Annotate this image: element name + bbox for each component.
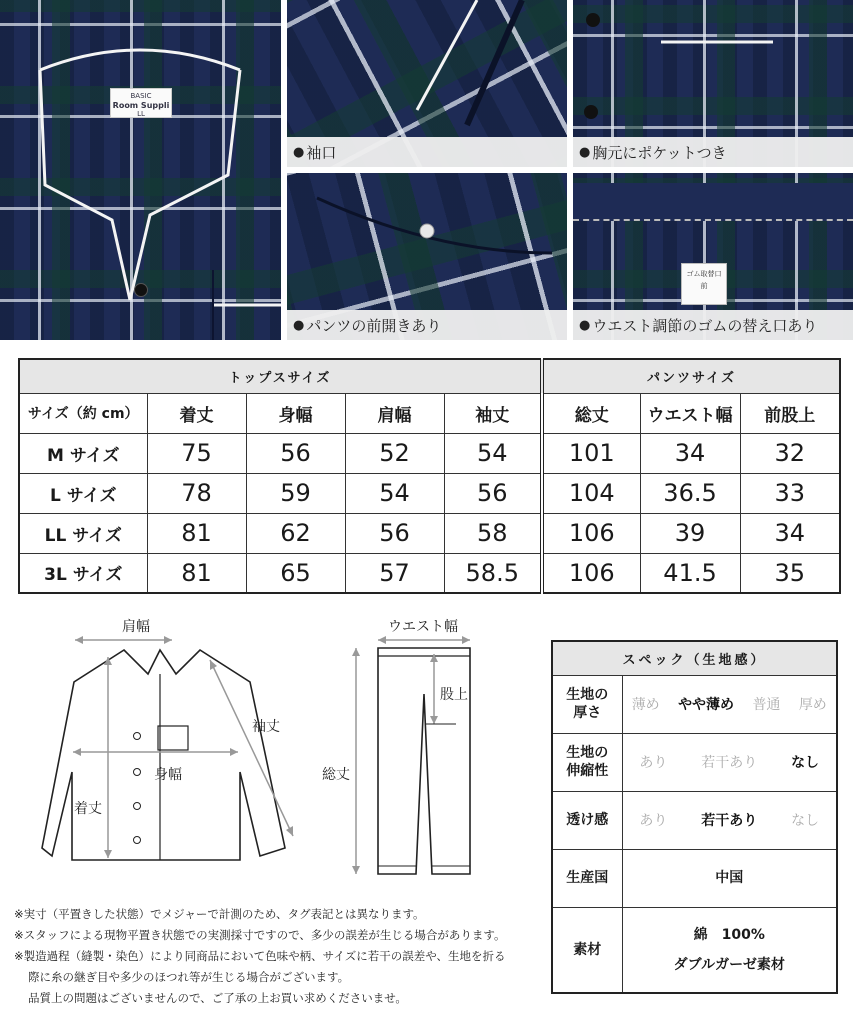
size-row-label: M サイズ — [19, 433, 147, 473]
size-cell: 59 — [246, 473, 345, 513]
spec-options-sheerness — [623, 810, 837, 830]
spec-option: あり — [639, 813, 668, 829]
pocket-photo — [573, 0, 853, 167]
waist-tag-line-1: ゴム取替口 — [686, 270, 722, 278]
spec-origin-value: 中国 — [622, 849, 837, 907]
size-row-label: LL サイズ — [19, 513, 147, 553]
column-header-chest: 身幅 — [246, 393, 345, 433]
spec-label-origin: 生産国 — [552, 849, 622, 907]
size-cell: 52 — [345, 433, 444, 473]
spec-options-stretch — [623, 752, 837, 772]
spec-option: 厚め — [798, 697, 827, 713]
size-cell: 35 — [740, 553, 840, 593]
fly-caption — [287, 310, 567, 340]
size-row-3l — [19, 553, 840, 593]
brand-tag-line-1: BASIC — [130, 92, 152, 100]
sleeve-label: 袖丈 — [252, 719, 280, 735]
size-cell: 78 — [147, 473, 246, 513]
spec-row-thickness — [552, 675, 837, 733]
brand-tag-line-2: Room Suppli — [112, 101, 170, 110]
size-cell: 101 — [542, 433, 640, 473]
size-cell: 58.5 — [444, 553, 542, 593]
column-header-length: 着丈 — [147, 393, 246, 433]
size-cell: 58 — [444, 513, 542, 553]
size-cell: 33 — [740, 473, 840, 513]
disclaimer-notes — [14, 904, 554, 1009]
size-table-group-header — [19, 359, 840, 393]
note-line: 際に糸の継ぎ目や多少のほつれ等が生じる場合がございます。 — [28, 970, 350, 984]
column-header-front-rise: 前股上 — [740, 393, 840, 433]
spec-row-sheerness — [552, 791, 837, 849]
size-cell: 106 — [542, 553, 640, 593]
size-table — [18, 358, 841, 594]
total-length-label: 総丈 — [322, 767, 350, 783]
size-row-label: 3L サイズ — [19, 553, 147, 593]
size-cell: 106 — [542, 513, 640, 553]
size-cell: 54 — [444, 433, 542, 473]
pocket-caption — [573, 137, 853, 167]
spec-options-cell — [622, 791, 837, 849]
spec-option: 薄め — [631, 697, 660, 713]
column-header-waist: ウエスト幅 — [640, 393, 740, 433]
size-cell: 104 — [542, 473, 640, 513]
spec-option: なし — [791, 813, 820, 829]
spec-row-stretch — [552, 733, 837, 791]
size-cell: 56 — [444, 473, 542, 513]
spec-label-sheerness: 透け感 — [552, 791, 622, 849]
pants-measure-diagram — [318, 612, 488, 882]
note-line: ※スタッフによる現物平置き状態での実測採寸ですので、多少の誤差が生じる場合があります。 — [14, 928, 506, 942]
spec-table — [551, 640, 838, 994]
spec-label-thickness — [552, 675, 622, 733]
pants-outline-graphic — [318, 612, 488, 882]
size-cell: 32 — [740, 433, 840, 473]
cuff-caption — [287, 137, 567, 167]
size-cell: 56 — [345, 513, 444, 553]
spec-options-cell — [622, 733, 837, 791]
chest-label: 身幅 — [154, 767, 182, 783]
size-cell: 34 — [740, 513, 840, 553]
fly-photo — [287, 173, 567, 340]
spec-option-selected: 若干あり — [701, 813, 758, 829]
spec-option-selected: なし — [791, 755, 820, 771]
rise-label: 股上 — [440, 687, 468, 703]
size-cell: 62 — [246, 513, 345, 553]
spec-option: あり — [639, 755, 668, 771]
waist-label: ウエスト幅 — [388, 619, 458, 635]
caption-bullet: ● — [293, 144, 305, 160]
size-row-l — [19, 473, 840, 513]
column-header-size: サイズ（約 cm） — [19, 393, 147, 433]
note-line: ※実寸（平置きした状態）でメジャーで計測のため、タグ表記とは異なります。 — [14, 907, 425, 921]
waist-caption — [573, 310, 853, 340]
spec-material-line-1: 綿 100% — [693, 926, 765, 943]
spec-label-material: 素材 — [552, 907, 622, 993]
spec-option: 普通 — [752, 697, 781, 713]
size-cell: 41.5 — [640, 553, 740, 593]
column-header-total-length: 総丈 — [542, 393, 640, 433]
brand-tag-line-3: LL — [137, 110, 145, 118]
cuff-photo — [287, 0, 567, 167]
cuff-caption-text: 袖口 — [306, 143, 337, 162]
waist-caption-text: ウエスト調節のゴムの替え口あり — [592, 316, 818, 335]
caption-bullet: ● — [579, 144, 591, 160]
size-cell: 56 — [246, 433, 345, 473]
fly-caption-text: パンツの前開きあり — [306, 316, 442, 335]
size-cell: 75 — [147, 433, 246, 473]
size-cell: 81 — [147, 553, 246, 593]
size-cell: 65 — [246, 553, 345, 593]
spec-options-thickness — [623, 694, 837, 714]
size-cell: 39 — [640, 513, 740, 553]
tops-size-header: トップスサイズ — [19, 359, 542, 393]
spec-material-line-2: ダブルガーゼ素材 — [673, 956, 785, 973]
waist-tag-line-2: 前 — [700, 282, 708, 290]
column-header-shoulder: 肩幅 — [345, 393, 444, 433]
spec-label-text: 生地の 厚さ — [566, 687, 609, 721]
length-label: 着丈 — [74, 801, 102, 817]
spec-option: 若干あり — [701, 755, 758, 771]
size-cell: 81 — [147, 513, 246, 553]
brand-tag — [110, 88, 172, 118]
shirt-button — [134, 283, 148, 297]
note-line: ※製造過程（縫製・染色）により同商品において色味や柄、サイズに若干の誤差や、生地を折る — [14, 949, 506, 963]
size-cell: 54 — [345, 473, 444, 513]
size-row-label: L サイズ — [19, 473, 147, 513]
caption-bullet: ● — [579, 317, 591, 333]
shirt-outline-graphic — [40, 612, 300, 882]
spec-label-text: 生地の 伸縮性 — [566, 745, 609, 779]
size-table-column-header — [19, 393, 840, 433]
column-header-sleeve: 袖丈 — [444, 393, 542, 433]
waist-tag — [681, 263, 727, 305]
spec-row-origin — [552, 849, 837, 907]
pants-size-header: パンツサイズ — [542, 359, 840, 393]
spec-header: スペック（生地感） — [552, 641, 837, 675]
spec-option-selected: やや薄め — [678, 697, 735, 713]
shoulder-label: 肩幅 — [122, 619, 150, 635]
spec-row-material — [552, 907, 837, 993]
spec-material-cell — [622, 907, 837, 993]
pocket-caption-text: 胸元にポケットつき — [592, 143, 727, 162]
shirt-measure-diagram — [40, 612, 300, 882]
caption-bullet: ● — [293, 317, 305, 333]
waistband — [573, 183, 853, 221]
note-line: 品質上の問題はございませんので、ご了承の上お買い求めくださいませ。 — [28, 991, 407, 1005]
size-row-m — [19, 433, 840, 473]
size-cell: 36.5 — [640, 473, 740, 513]
spec-label-stretch — [552, 733, 622, 791]
waist-photo — [573, 173, 853, 340]
size-row-ll — [19, 513, 840, 553]
main-shirt-photo — [0, 0, 281, 340]
spec-options-cell — [622, 675, 837, 733]
size-cell: 34 — [640, 433, 740, 473]
size-cell: 57 — [345, 553, 444, 593]
